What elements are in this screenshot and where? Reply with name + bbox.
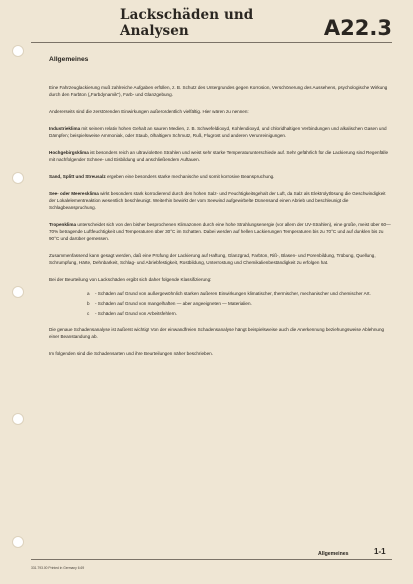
list-item-text: - Schäden auf Grund von mangelhaften — aber angeeigneten — Materialien. [95,301,252,306]
page-header [120,7,392,40]
term-tropenklima: Tropenklima [49,222,77,227]
footer-section-label: Allgemeines [318,551,349,557]
paragraph-influences: Andererseits sind die zerstörenden Einwirkungen außerordentlich vielfältig. Hier wären zu nennen: [49,109,249,114]
list-item-text: - Schäden auf Grund von außergewöhnlich starken äußeren Einwirkungen klimatischer, thermischer, mechanischer und chemischer Art. [95,291,371,296]
paragraph-intro: Eine Fahrzeuglackierung muß zahlreiche Aufgaben erfüllen, z. B. Schutz des Untergrundes gegen Korrosion, Verschönerung des Aussehens, psychologische Wirkung durch den Farbton („Farbdynamik"), Farb- und Glanzgebung. [49,85,388,97]
paragraph-classification-intro: Bei der Beurteilung von Lackschäden ergibt sich daher folgende Klassifizierung: [49,277,212,282]
classification-list [87,290,393,317]
paragraph-analysis: Die genaue Schadensanalyse ist äußerst wichtig! Von der einwandfreien Schadensanalyse hängt beispielsweise auch die Anerkennung beziehungsweise Ablehnung einer Beanstandung ab. [49,327,385,339]
term-sand-splitt: Sand, Splitt und Streusalz [49,174,106,179]
paragraph-tropenklima: Tropenklima unterscheidet sich von den bisher besprochenen Klimazonen durch eine hohe Strahlungsenergie (vor allem der UV-Strahlen), eine große, meist über 60—70% betragende Luftfeuchtigkeit und Temperaturen über 30°C im Schatten. Dabei werden auf hellen Lackierungen Temperaturen bis zu 70°C und auf dunklen bis zu 90°C und darüber gemessen. [49,222,391,241]
paragraph-following: Im folgenden sind die Schadensarten und ihre Beurteilungen näher beschrieben. [49,351,213,356]
punch-hole [12,413,24,425]
list-marker: b [87,301,90,306]
paragraph-meeresklima: See- oder Meeresklima wirkt besonders stark korrodierend durch den hohen Salz- und Feuchtigkeitsgehalt der Luft, da Salz als Elektrolytlösung die Geschwindigkeit der Lokalelementreaktion wesentlich beschleunigt. Weiterhin bewirkt der vom Seewind aufgewirbelte Dünensand einen Abrieb und beschleunigt die Schlagbeanspruchung. [49,191,386,210]
list-marker: c [87,311,90,316]
list-item-text: - Schäden auf Grund von Arbeitsfehlern. [95,311,177,316]
section-title: Allgemeines [49,56,89,63]
header-code: A22.3 [323,16,392,40]
header-rule [31,42,392,43]
punch-hole [12,45,24,57]
paragraph-industrieklima: Industrieklima mit seinem relativ hohen Gehalt an sauren Medien, z. B. Schwefeldioxyd, Kohlendioxyd, und chloridhaltigen Verbindungen und alkalischen Gasen und Dämpfen; beispielsweise Ammoniak, oder Staub, ölhaltigem Schmutz, Ruß, Flugrost und anderen Verunreinigungen. [49,126,387,138]
punch-hole [12,536,24,548]
list-item [87,310,393,317]
paragraph-summary: Zusammenfassend kann gesagt werden, daß eine Prüfung der Lackierung auf Haftung, Glanzgrad, Farbton, Riß-, Blasen- und Porenbildung, Trübung, Quellung, Schrumpfung, Härte, Dehnbarkeit, Schlag- und Abriebfestigkeit, Rostbildung, Unterrostung und Chemikalienbeständigkeit zu erfolgen hat. [49,253,376,265]
page-number: 1-1 [374,547,386,556]
term-hochgebirgsklima: Hochgebirgsklima [49,150,89,155]
list-item [87,290,393,297]
paragraph-hochgebirgsklima: Hochgebirgsklima ist besonders reich an ultravioletten Strahlen und weist sehr starke Temperaturunterschiede auf. Sehr gefährlich für die Lackierung sind Regenfälle mit nachfolgender Schnee- und Eisbildung und anschließendem Auftauen. [49,150,389,162]
page-content [49,56,393,367]
punch-hole [12,172,24,184]
paragraph-sand-splitt: Sand, Splitt und Streusalz ergeben eine besonders starke mechanische und somit korrosive Beanspruchung. [49,174,275,179]
punch-hole [12,286,24,298]
list-item [87,300,393,307]
footer-rule [31,559,392,560]
term-industrieklima: Industrieklima [49,126,81,131]
term-meeresklima: See- oder Meeresklima [49,191,99,196]
header-title: Lackschäden und Analysen [120,7,254,39]
imprint: 331.793.00 Printed in Germany 6.69 [31,566,85,570]
list-marker: a [87,291,90,296]
